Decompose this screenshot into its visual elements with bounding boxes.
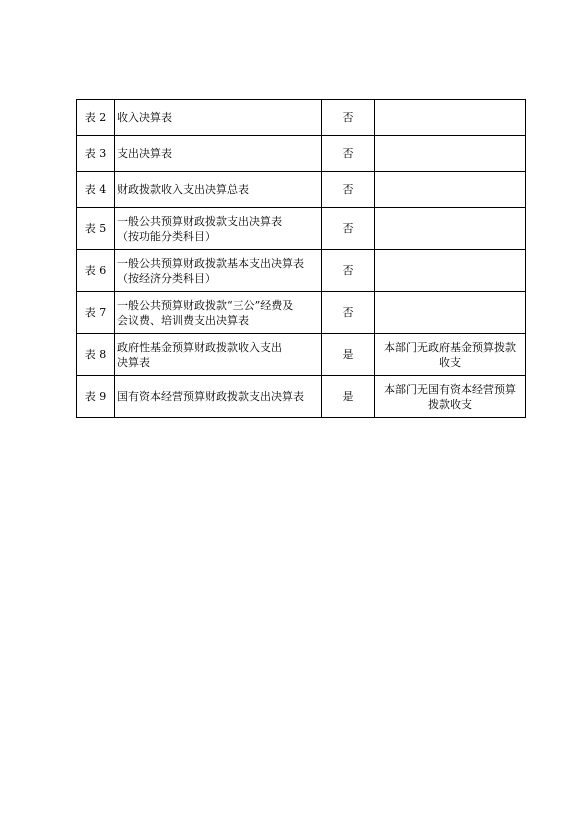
table-number: 表 3	[77, 136, 115, 172]
table-name	[115, 136, 322, 172]
table-row	[77, 208, 526, 250]
table-name-line: （按功能分类科目）	[117, 229, 216, 243]
table-name	[115, 208, 322, 250]
empty-flag: 否	[322, 208, 375, 250]
table-name	[115, 334, 322, 376]
table-name-line: 财政拨款收入支出决算总表	[117, 183, 249, 196]
empty-flag: 否	[322, 136, 375, 172]
table-name	[115, 250, 322, 292]
table-number: 表 7	[77, 292, 115, 334]
note-cell	[375, 100, 526, 136]
table-name-line: 支出决算表	[117, 147, 172, 160]
note-cell	[375, 292, 526, 334]
table-row	[77, 292, 526, 334]
table-row	[77, 172, 526, 208]
note-line: 本部门无国有资本经营预算	[384, 382, 516, 396]
table-name-line: 一般公共预算财政拨款“三公”经费及	[117, 298, 294, 312]
table-name-line: 国有资本经营预算财政拨款支出决算表	[117, 390, 304, 403]
table-name	[115, 376, 322, 418]
table-number: 表 5	[77, 208, 115, 250]
table-row	[77, 136, 526, 172]
table-row	[77, 334, 526, 376]
empty-flag: 否	[322, 172, 375, 208]
table-name	[115, 172, 322, 208]
note-cell	[375, 334, 526, 376]
empty-flag: 是	[322, 376, 375, 418]
note-cell	[375, 376, 526, 418]
table-number: 表 9	[77, 376, 115, 418]
empty-flag: 是	[322, 334, 375, 376]
empty-flag: 否	[322, 100, 375, 136]
report-list-table	[76, 99, 526, 418]
table-name-line: 一般公共预算财政拨款支出决算表	[117, 214, 282, 228]
table-row	[77, 100, 526, 136]
table-name-line: 收入决算表	[117, 111, 172, 124]
empty-flag: 否	[322, 250, 375, 292]
table-number: 表 6	[77, 250, 115, 292]
note-cell	[375, 208, 526, 250]
table-name-line: 决算表	[117, 355, 150, 369]
table-name-line: 一般公共预算财政拨款基本支出决算表	[117, 256, 304, 270]
table-name-line: 会议费、培训费支出决算表	[117, 313, 249, 327]
note-cell	[375, 172, 526, 208]
table-name	[115, 292, 322, 334]
table-row	[77, 250, 526, 292]
note-cell	[375, 136, 526, 172]
table-name-line: （按经济分类科目）	[117, 271, 216, 285]
table-number: 表 8	[77, 334, 115, 376]
table-name	[115, 100, 322, 136]
table-name-line: 政府性基金预算财政拨款收入支出	[117, 340, 282, 354]
note-line: 收支	[439, 355, 461, 369]
table-number: 表 2	[77, 100, 115, 136]
note-cell	[375, 250, 526, 292]
note-line: 本部门无政府基金预算拨款	[384, 340, 516, 354]
table-row	[77, 376, 526, 418]
empty-flag: 否	[322, 292, 375, 334]
note-line: 拨款收支	[428, 397, 472, 411]
table-number: 表 4	[77, 172, 115, 208]
